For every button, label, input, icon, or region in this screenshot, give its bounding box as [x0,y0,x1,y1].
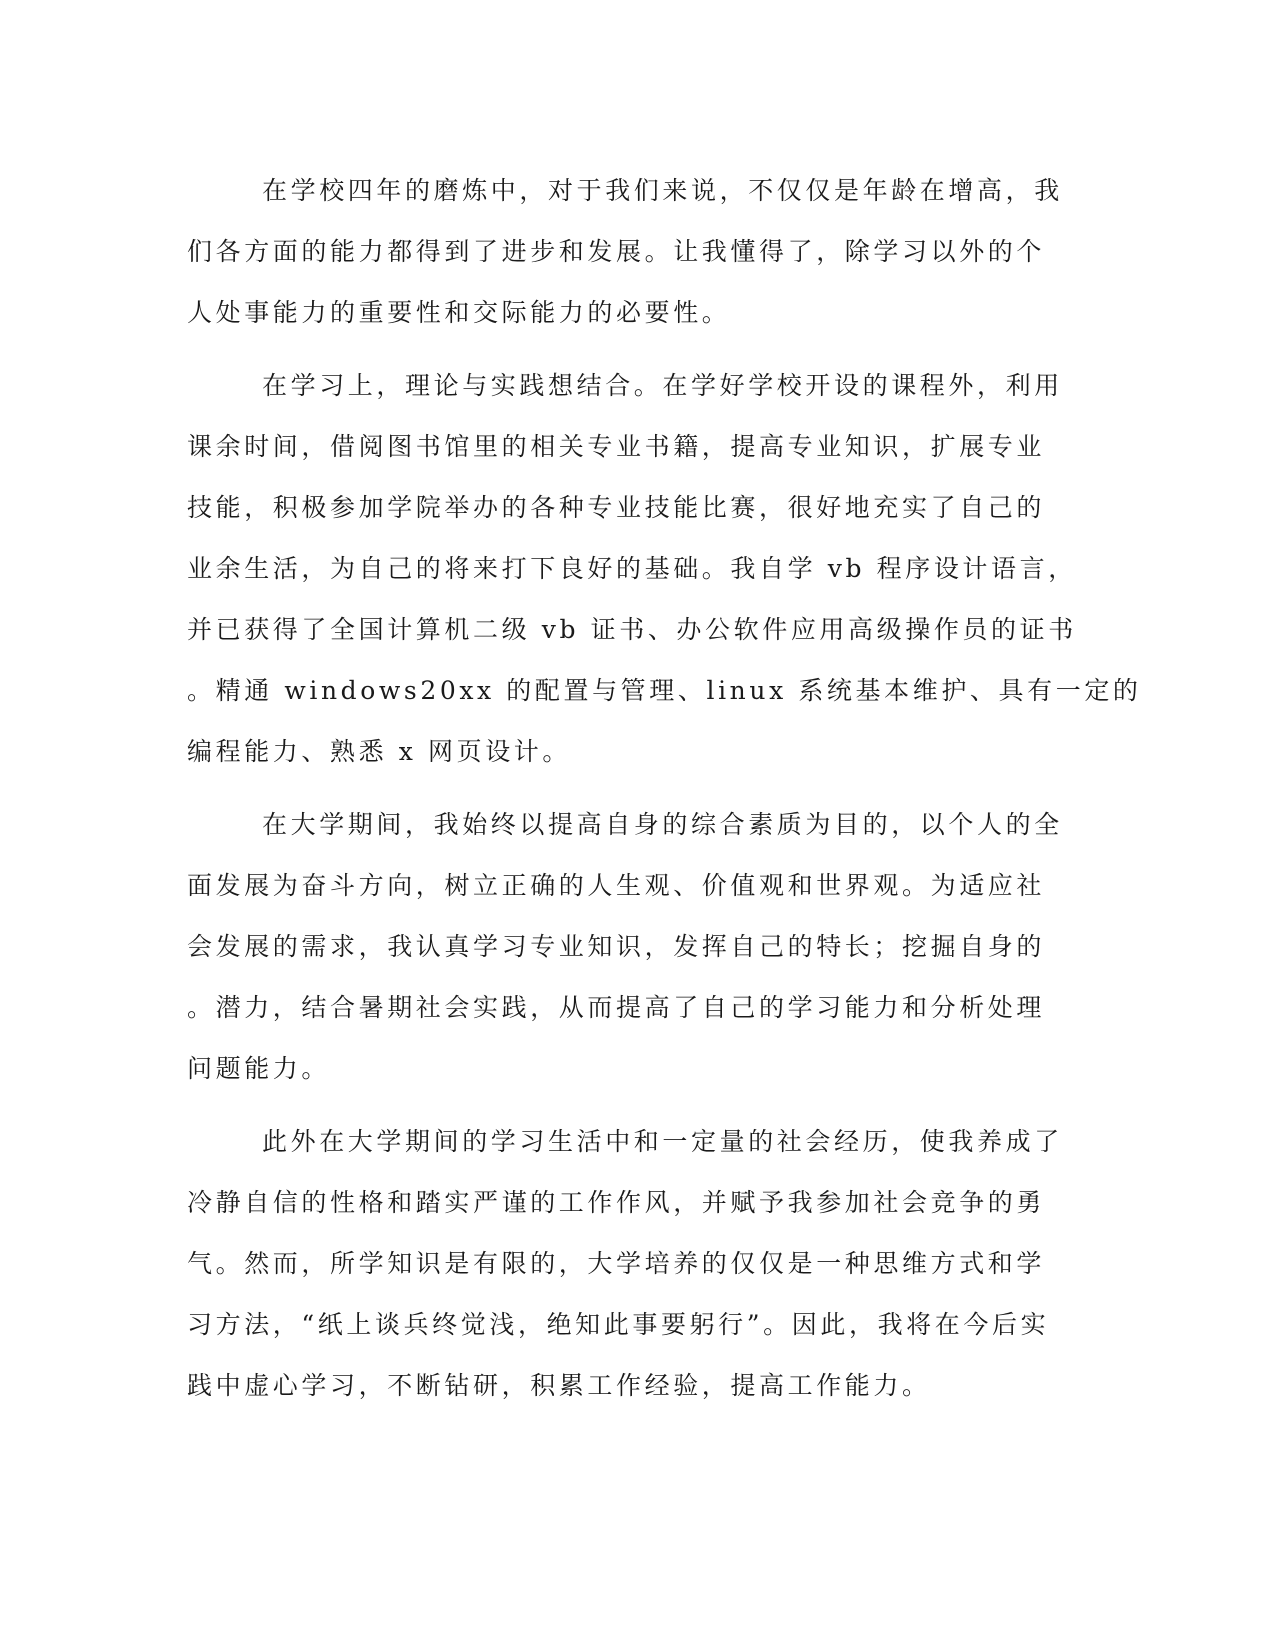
paragraph-gap [187,782,1079,794]
paragraph-line: 习方法，“纸上谈兵终觉浅，绝知此事要躬行”。因此，我将在今后实 [187,1310,1050,1339]
paragraph-2 [187,355,1142,782]
paragraph-line: 在学习上，理论与实践想结合。在学好学校开设的课程外，利用 [262,371,1063,400]
paragraph-line: 践中虚心学习，不断钻研，积累工作经验，提高工作能力。 [187,1371,931,1400]
paragraph-line: 气。然而，所学知识是有限的，大学培养的仅仅是一种思维方式和学 [187,1249,1046,1278]
paragraph-gap [187,1099,1079,1111]
paragraph-gap [187,343,1079,355]
paragraph-line: 并已获得了全国计算机二级 vb 证书、办公软件应用高级操作员的证书 [187,615,1077,644]
paragraph-line: 此外在大学期间的学习生活中和一定量的社会经历，使我养成了 [262,1127,1063,1156]
paragraph-3 [187,794,1079,1099]
paragraph-line: 业余生活，为自己的将来打下良好的基础。我自学 vb 程序设计语言， [187,554,1077,583]
paragraph-4 [187,1111,1079,1416]
paragraph-line: 冷静自信的性格和踏实严谨的工作作风，并赋予我参加社会竞争的勇 [187,1188,1046,1217]
paragraph-line: 会发展的需求，我认真学习专业知识，发挥自己的特长；挖掘自身的 [187,932,1046,961]
paragraph-line: 。精通 windows20xx 的配置与管理、linux 系统基本维护、具有一定的 [187,676,1142,705]
paragraph-line: 在学校四年的磨炼中，对于我们来说，不仅仅是年龄在增高，我 [262,176,1063,205]
paragraph-line: 问题能力。 [187,1054,331,1083]
paragraph-line: 技能，积极参加学院举办的各种专业技能比赛，很好地充实了自己的 [187,493,1046,522]
paragraph-line: 编程能力、熟悉 x 网页设计。 [187,737,571,766]
paragraph-1 [187,160,1079,343]
paragraph-line: 面发展为奋斗方向，树立正确的人生观、价值观和世界观。为适应社 [187,871,1046,900]
paragraph-line: 在大学期间，我始终以提高自身的综合素质为目的，以个人的全 [262,810,1063,839]
paragraph-line: 们各方面的能力都得到了进步和发展。让我懂得了，除学习以外的个 [187,237,1046,266]
paragraph-line: 。潜力，结合暑期社会实践，从而提高了自己的学习能力和分析处理 [187,993,1046,1022]
paragraph-line: 人处事能力的重要性和交际能力的必要性。 [187,298,731,327]
document-body [187,160,1142,1416]
paragraph-line: 课余时间，借阅图书馆里的相关专业书籍，提高专业知识，扩展专业 [187,432,1046,461]
